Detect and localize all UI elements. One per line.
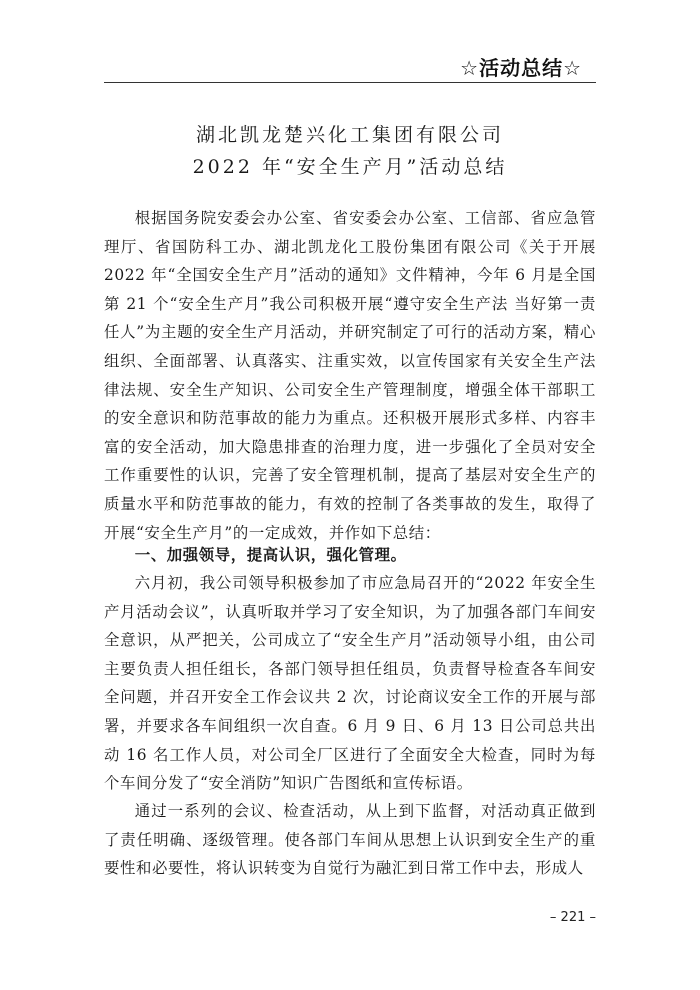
body-paragraph-2 bbox=[104, 569, 596, 798]
paragraph-text: 通过一系列的会议、检查活动，从上到下监督，对活动真正做到了责任明确、逐级管理。使各部门车间从思想上认识到安全生产的重要性和必要性，将认识转变为自觉行为融汇到日常工作中去，形成人 bbox=[104, 802, 596, 878]
heading-text: 一、加强领导，提高认识，强化管理。 bbox=[134, 546, 407, 564]
paragraph-text: 根据国务院安委会办公室、省安委会办公室、工信部、省应急管理厅、省国防科工办、湖北凯龙化工股份集团有限公司《关于开展 2022 年“全国安全生产月”活动的通知》文件精神，今年 6 月是全国第 21 个“安全生产月”我公司积极开展“遵守安全生产法 当好第一责任人”为主题的安全生产月活动，并研究制定了可行的活动方案，精心组织、全面部署、认真落实、注重实效，以宣传国家有关安全生产法律法规、安全生产知识、公司安全生产管理制度，增强全体干部职工的安全意识和防范事故的能力为重点。还积极开展形式多样、内容丰富的安全活动，加大隐患排查的治理力度，进一步强化了全员对安全工作重要性的认识，完善了安全管理机制，提高了基层对安全生产的质量水平和防范事故的能力，有效的控制了各类事故的发生，取得了开展“安全生产月”的一定成效，并作如下总结： bbox=[104, 209, 596, 542]
document-title-company: 湖北凯龙楚兴化工集团有限公司 bbox=[195, 124, 504, 146]
body-paragraph-3 bbox=[104, 797, 596, 883]
section-header-label: ☆活动总结☆ bbox=[460, 56, 582, 80]
section-heading-1 bbox=[104, 541, 596, 570]
page-number: – 221 – bbox=[549, 910, 596, 925]
body-paragraph-1 bbox=[104, 204, 596, 547]
paragraph-text: 六月初，我公司领导积极参加了市应急局召开的“2022 年安全生产月活动会议”，认真听取并学习了安全知识，为了加强各部门车间安全意识，从严把关，公司成立了“安全生产月”活动领导小组，由公司主要负责人担任组长，各部门领导担任组员，负责督导检查各车间安全问题，并召开安全工作会议共 2 次，讨论商议安全工作的开展与部署，并要求各车间组织一次自查。6 月 9 日、6 月 13 日公司总共出动 16 名工作人员，对公司全厂区进行了全面安全大检查，同时为每个车间分发了“安全消防”知识广告图纸和宣传标语。 bbox=[104, 574, 596, 793]
document-title-subject: 2022 年“安全生产月”活动总结 bbox=[192, 156, 508, 178]
header-divider bbox=[104, 82, 596, 83]
